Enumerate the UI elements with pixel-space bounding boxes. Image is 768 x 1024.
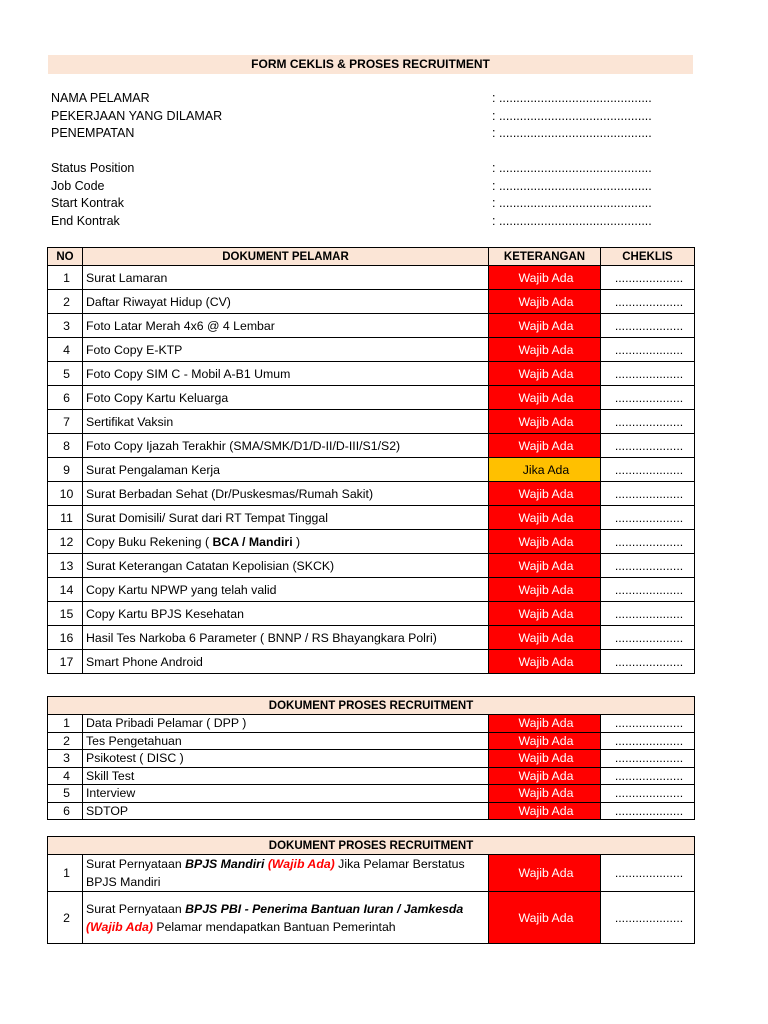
row-doc: Surat Pengalaman Kerja: [83, 458, 489, 482]
checklist-field[interactable]: ....................: [601, 554, 695, 578]
row-doc: [83, 855, 489, 892]
table-row: [48, 732, 695, 750]
row-no: 1: [48, 715, 83, 733]
status-badge: Wajib Ada: [489, 362, 601, 386]
checklist-field[interactable]: ....................: [601, 458, 695, 482]
table-row: [48, 266, 695, 290]
row-doc: [83, 892, 489, 944]
checklist-field[interactable]: ....................: [601, 855, 695, 892]
status-badge: Jika Ada: [489, 458, 601, 482]
bpjs-type: BPJS Mandiri: [185, 857, 265, 871]
row-no: 11: [48, 506, 83, 530]
status-badge: Wajib Ada: [489, 767, 601, 785]
row-no: 2: [48, 732, 83, 750]
checklist-field[interactable]: ....................: [601, 338, 695, 362]
doc-text: BPJS Mandiri: [86, 875, 161, 889]
row-no: 1: [48, 855, 83, 892]
form-title: FORM CEKLIS & PROSES RECRUITMENT: [48, 55, 693, 74]
checklist-field[interactable]: ....................: [601, 892, 695, 944]
status-badge: Wajib Ada: [489, 578, 601, 602]
checklist-field[interactable]: ....................: [601, 482, 695, 506]
row-doc: Hasil Tes Narkoba 6 Parameter ( BNNP / RS Bhayangkara Polri): [83, 626, 489, 650]
row-no: 9: [48, 458, 83, 482]
row-no: 8: [48, 434, 83, 458]
status-badge: Wajib Ada: [489, 855, 601, 892]
bpjs-type: BPJS PBI - Penerima Bantuan Iuran / Jamkesda: [185, 901, 464, 916]
field-label: Start Kontrak: [51, 196, 124, 210]
field-nama-pelamar: [51, 90, 696, 107]
doc-text: ): [292, 534, 301, 549]
row-doc: Foto Copy SIM C - Mobil A-B1 Umum: [83, 362, 489, 386]
row-doc: Smart Phone Android: [83, 650, 489, 674]
status-badge: Wajib Ada: [489, 602, 601, 626]
table-row: [48, 578, 695, 602]
status-badge: Wajib Ada: [489, 626, 601, 650]
field-job-code: [51, 178, 696, 195]
checklist-field[interactable]: ....................: [601, 767, 695, 785]
checklist-field[interactable]: ....................: [601, 530, 695, 554]
row-no: 2: [48, 290, 83, 314]
table-row: [48, 892, 695, 944]
table-row: [48, 506, 695, 530]
row-doc: Sertifikat Vaksin: [83, 410, 489, 434]
status-badge: Wajib Ada: [489, 892, 601, 944]
field-label: Job Code: [51, 179, 105, 193]
checklist-field[interactable]: ....................: [601, 314, 695, 338]
checklist-field[interactable]: ....................: [601, 626, 695, 650]
col-header-no: NO: [48, 248, 83, 266]
status-badge: Wajib Ada: [489, 506, 601, 530]
table-row: [48, 602, 695, 626]
table-row: [48, 338, 695, 362]
table-row: [48, 410, 695, 434]
field-penempatan: [51, 125, 696, 142]
checklist-field[interactable]: ....................: [601, 434, 695, 458]
status-badge: Wajib Ada: [489, 290, 601, 314]
row-doc: Data Pribadi Pelamar ( DPP ): [83, 715, 489, 733]
row-doc: SDTOP: [83, 802, 489, 820]
checklist-field[interactable]: ....................: [601, 715, 695, 733]
status-badge: Wajib Ada: [489, 785, 601, 803]
row-doc: Tes Pengetahuan: [83, 732, 489, 750]
row-doc: Daftar Riwayat Hidup (CV): [83, 290, 489, 314]
row-no: 4: [48, 338, 83, 362]
section-header: DOKUMENT PROSES RECRUITMENT: [48, 697, 695, 715]
table-row: [48, 750, 695, 768]
doc-text: Surat Pernyataan: [86, 901, 186, 916]
checklist-field[interactable]: ....................: [601, 266, 695, 290]
section-header: DOKUMENT PROSES RECRUITMENT: [48, 837, 695, 855]
checklist-field[interactable]: ....................: [601, 732, 695, 750]
table-row: [48, 626, 695, 650]
table-row: [48, 362, 695, 386]
field-value[interactable]: : ............................................: [492, 179, 652, 193]
status-badge: Wajib Ada: [489, 554, 601, 578]
table-row: [48, 650, 695, 674]
checklist-field[interactable]: ....................: [601, 386, 695, 410]
row-no: 13: [48, 554, 83, 578]
row-no: 2: [48, 892, 83, 944]
table-row: [48, 386, 695, 410]
row-doc: [83, 530, 489, 554]
proses-recruitment-table: [47, 696, 695, 820]
row-doc: Psikotest ( DISC ): [83, 750, 489, 768]
field-start-kontrak: [51, 195, 696, 212]
status-badge: Wajib Ada: [489, 482, 601, 506]
status-badge: Wajib Ada: [489, 410, 601, 434]
row-doc: Surat Domisili/ Surat dari RT Tempat Tinggal: [83, 506, 489, 530]
field-label: PENEMPATAN: [51, 126, 135, 140]
col-header-dokument: DOKUMENT PELAMAR: [83, 248, 489, 266]
row-no: 16: [48, 626, 83, 650]
status-badge: Wajib Ada: [489, 386, 601, 410]
row-doc: Foto Copy E-KTP: [83, 338, 489, 362]
row-doc: Interview: [83, 785, 489, 803]
col-header-keterangan: KETERANGAN: [489, 248, 601, 266]
row-doc: Copy Kartu BPJS Kesehatan: [83, 602, 489, 626]
status-badge: Wajib Ada: [489, 750, 601, 768]
status-badge: Wajib Ada: [489, 266, 601, 290]
table-row: [48, 802, 695, 820]
row-no: 5: [48, 362, 83, 386]
doc-text: Jika Pelamar Berstatus: [334, 857, 465, 871]
checklist-field[interactable]: ....................: [601, 290, 695, 314]
bpjs-statement-table: [47, 836, 695, 944]
row-no: 3: [48, 314, 83, 338]
row-doc: Foto Copy Kartu Keluarga: [83, 386, 489, 410]
row-doc: Surat Berbadan Sehat (Dr/Puskesmas/Rumah Sakit): [83, 482, 489, 506]
doc-text: Surat Pernyataan: [86, 857, 186, 871]
field-value[interactable]: : ............................................: [492, 196, 652, 210]
row-no: 12: [48, 530, 83, 554]
row-no: 6: [48, 802, 83, 820]
table-row: [48, 290, 695, 314]
table-row: [48, 314, 695, 338]
checklist-field[interactable]: ....................: [601, 410, 695, 434]
row-no: 6: [48, 386, 83, 410]
col-header-cheklis: CHEKLIS: [601, 248, 695, 266]
field-value[interactable]: : ............................................: [492, 109, 652, 123]
field-status-position: [51, 160, 696, 177]
row-no: 17: [48, 650, 83, 674]
required-note: (Wajib Ada): [267, 857, 335, 871]
status-badge: Wajib Ada: [489, 314, 601, 338]
row-doc: Surat Lamaran: [83, 266, 489, 290]
status-badge: Wajib Ada: [489, 715, 601, 733]
table-row: [48, 767, 695, 785]
row-doc: Copy Kartu NPWP yang telah valid: [83, 578, 489, 602]
row-no: 10: [48, 482, 83, 506]
field-label: End Kontrak: [51, 214, 120, 228]
field-end-kontrak: [51, 213, 696, 230]
row-no: 4: [48, 767, 83, 785]
table-row: [48, 458, 695, 482]
row-no: 3: [48, 750, 83, 768]
table-row: [48, 855, 695, 892]
row-no: 15: [48, 602, 83, 626]
required-note: (Wajib Ada): [86, 919, 153, 934]
row-doc: Foto Copy Ijazah Terakhir (SMA/SMK/D1/D-II/D-III/S1/S2): [83, 434, 489, 458]
row-doc: Surat Keterangan Catatan Kepolisian (SKCK): [83, 554, 489, 578]
table-row: [48, 715, 695, 733]
checklist-field[interactable]: ....................: [601, 785, 695, 803]
status-badge: Wajib Ada: [489, 650, 601, 674]
field-pekerjaan: [51, 108, 696, 125]
row-doc: Foto Latar Merah 4x6 @ 4 Lembar: [83, 314, 489, 338]
field-label: PEKERJAAN YANG DILAMAR: [51, 109, 223, 123]
checklist-field[interactable]: ....................: [601, 506, 695, 530]
table-row: [48, 482, 695, 506]
checklist-field[interactable]: ....................: [601, 578, 695, 602]
status-badge: Wajib Ada: [489, 434, 601, 458]
checklist-field[interactable]: ....................: [601, 802, 695, 820]
table-row: [48, 785, 695, 803]
field-label: NAMA PELAMAR: [51, 91, 150, 105]
checklist-field[interactable]: ....................: [601, 362, 695, 386]
status-badge: Wajib Ada: [489, 802, 601, 820]
field-value[interactable]: : ............................................: [492, 161, 652, 175]
status-badge: Wajib Ada: [489, 338, 601, 362]
dokument-pelamar-table: [47, 247, 695, 674]
table-row: [48, 530, 695, 554]
bank-names: BCA / Mandiri: [212, 534, 293, 549]
table-row: [48, 434, 695, 458]
row-doc: Skill Test: [83, 767, 489, 785]
checklist-field[interactable]: ....................: [601, 750, 695, 768]
status-badge: Wajib Ada: [489, 530, 601, 554]
status-badge: Wajib Ada: [489, 732, 601, 750]
row-no: 1: [48, 266, 83, 290]
row-no: 14: [48, 578, 83, 602]
row-no: 7: [48, 410, 83, 434]
doc-text: Pelamar mendapatkan Bantuan Pemerintah: [152, 919, 396, 934]
row-no: 5: [48, 785, 83, 803]
checklist-field[interactable]: ....................: [601, 650, 695, 674]
field-value[interactable]: : ............................................: [492, 214, 652, 228]
field-value[interactable]: : ............................................: [492, 126, 652, 140]
field-label: Status Position: [51, 161, 135, 175]
doc-text: Copy Buku Rekening (: [86, 534, 213, 549]
field-value[interactable]: : ............................................: [492, 91, 652, 105]
table-row: [48, 554, 695, 578]
checklist-field[interactable]: ....................: [601, 602, 695, 626]
